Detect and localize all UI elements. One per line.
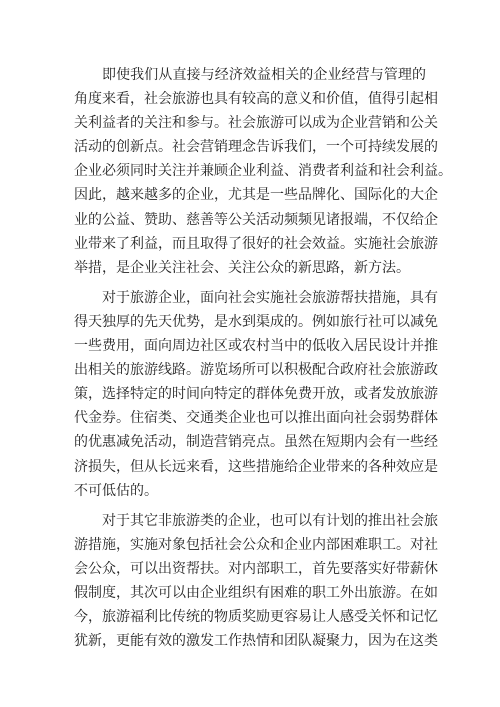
text-line: 即使我们从直接与经济效益相关的企业经营与管理的 xyxy=(102,67,426,83)
text-line: 举措，是企业关注社会、关注公众的新思路，新方法。 xyxy=(74,259,410,276)
text-line: 代金券。住宿类、交通类企业也可以推出面向社会弱势群体 xyxy=(74,410,438,427)
text-line: 会公众，可以出资帮扶。对内部职工，首先要落实好带薪休 xyxy=(74,560,438,577)
paragraph-2 xyxy=(74,286,438,503)
text-line: 犹新，更能有效的激发工作热情和团队凝聚力，因为在这类 xyxy=(74,633,438,650)
text-line: 游措施，实施对象包括社会公众和企业内部困难职工。对社 xyxy=(74,536,438,553)
paragraph-3 xyxy=(74,509,438,654)
text-line: 今，旅游福利比传统的物质奖励更容易让人感受关怀和记忆 xyxy=(74,609,438,626)
text-line: 得天独厚的先天优势，是水到渠成的。例如旅行社可以减免 xyxy=(74,313,438,330)
text-line: 活动的创新点。社会营销理念告诉我们，一个可持续发展的 xyxy=(74,139,438,156)
text-line: 企业必须同时关注并兼顾企业利益、消费者利益和社会利益。 xyxy=(74,163,452,180)
text-line: 业带来了利益，而且取得了很好的社会效益。实施社会旅游 xyxy=(74,235,438,252)
text-line: 一些费用，面向周边社区或农村当中的低收入居民设计并推 xyxy=(74,338,438,355)
text-line: 假制度，其次可以由企业组织有困难的职工外出旅游。在如 xyxy=(74,584,438,601)
text-line: 不可低估的。 xyxy=(74,482,158,499)
text-line: 角度来看，社会旅游也具有较高的意义和价值，值得引起相 xyxy=(74,91,438,108)
text-line: 策，选择特定的时间向特定的群体免费开放，或者发放旅游 xyxy=(74,386,438,403)
text-line: 对于旅游企业，面向社会实施社会旅游帮扶措施，具有 xyxy=(102,289,438,306)
text-line: 关利益者的关注和参与。社会旅游可以成为企业营销和公关 xyxy=(74,115,438,132)
text-line: 对于其它非旅游类的企业，也可以有计划的推出社会旅 xyxy=(102,512,438,529)
text-line: 出相关的旅游线路。游览场所可以积极配合政府社会旅游政 xyxy=(74,362,438,379)
text-line: 济损失，但从长远来看，这些措施给企业带来的各种效应是 xyxy=(74,458,438,475)
text-line: 因此，越来越多的企业，尤其是一些品牌化、国际化的大企 xyxy=(74,187,438,204)
text-line: 的优惠减免活动，制造营销亮点。虽然在短期内会有一些经 xyxy=(74,434,438,451)
text-line: 业的公益、赞助、慈善等公关活动频频见诸报端，不仅给企 xyxy=(74,211,438,228)
body-text xyxy=(74,63,452,659)
paragraph-1 xyxy=(74,63,452,280)
